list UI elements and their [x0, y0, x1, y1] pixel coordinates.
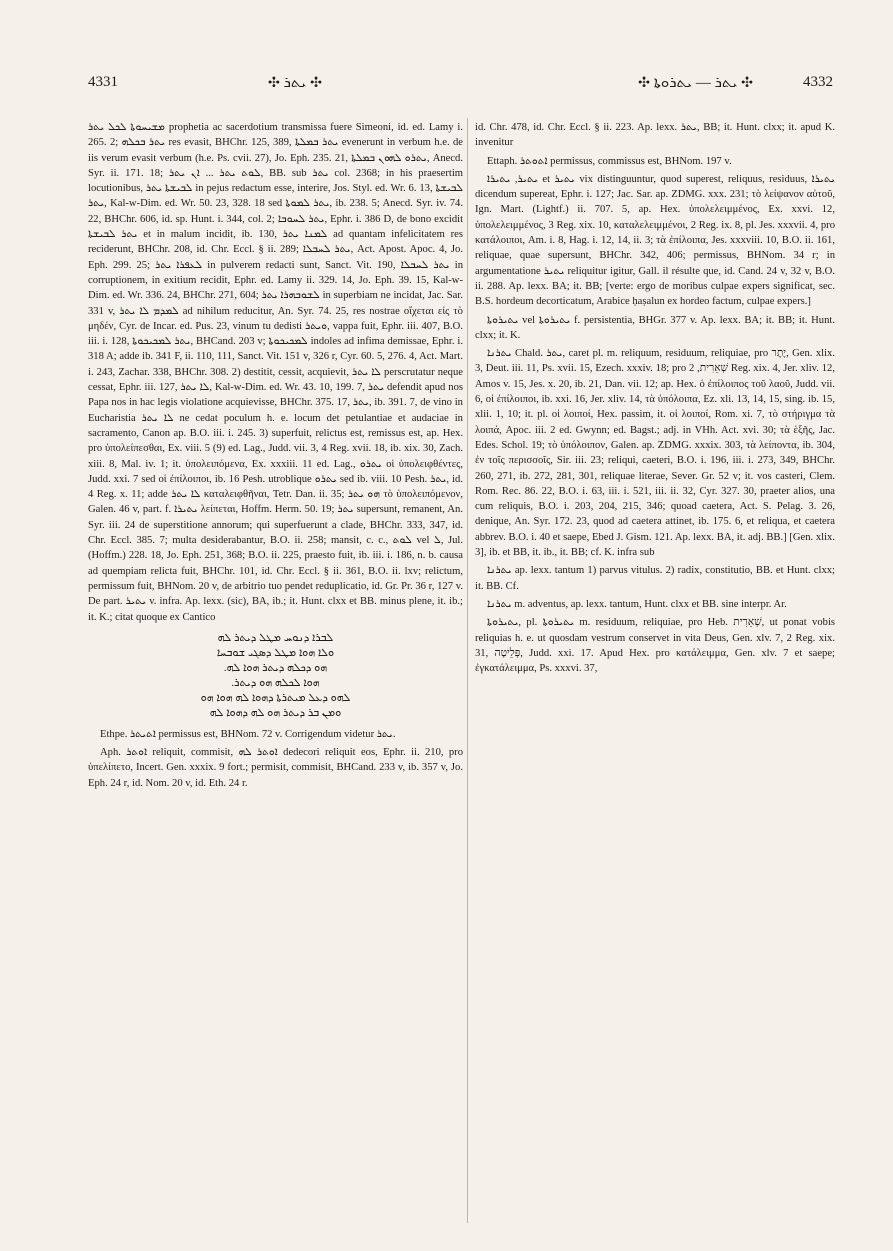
- verse-line: ܠܒܪܐ ܕܢܘܚ ܡܛܠ ܕܝܬܪ ܠܗ: [217, 631, 334, 644]
- entry-paragraph: ܝܬܪܢܐ m. adventus, ap. lexx. tantum, Hunt. clxx et BB. sine interpr. Ar.: [487, 598, 787, 610]
- entry-paragraph: ܝܬܝܪܘܬܐ vel ܝܬܝܪܘܬܐ f. persistentia, BHGr. 377 v. Ap. lexx. BA; it. BB; it. Hunt. clxx; it. K.: [475, 314, 835, 341]
- cited-verse: [88, 631, 463, 721]
- right-running-headword: ✣ ܝܬܪ — ܝܬܪܘܬܐ ✣: [638, 75, 753, 91]
- entry-paragraph: ܝܬܪܢܐ Chald. ܝܬܪ, caret pl. m. reliquum, residuum, reliquiae, pro יֶתֶר, Gen. xlix. 3, Deut. iii. 11, Ps. xvii. 15, Ezech. xxxiv. 18; pro שְׁאֵרִית, 2 Reg. xix. 4, Jer. xliv. 12, Amos v. 15, Jes. x. 20, ib. 21, Dan. vii. 12; ap. Hex. ὁ ἐπίλοιπος τοῦ λαοῦ, Judd. vii. 6, οἱ ἐπίλοιποι, ib. xxi. 16, Jer. xliv. 14, τὰ ὑπόλοιπα, Ez. xli. 13, 14, 15, sing. ib. 15, xlii. 1, 10; it. pl. οἱ λοιποί, Hex. passim, it. οἱ λοιποί, Rom. xi. 7, τὸ στήριγμα τὰ λοιπά, Apoc. iii. 2 ed. Gwynn; ed. Bagst.; adj. in VHh. Act. xvi. 30; τὰ ἑξῆς, Jac. Edes. Schol. 19; τὸ ὑπόλοιπον, Galen. ap. ZDMG. xxxix. 303, τὰ λείποντα, ib. 304, ἐν τοῖς περισσοῖς, Sir. iii. 23; reliqui, caeteri, B.O. i. 196, iii. i. 273, 349, BHChr. 260, 271, ib. 272, 281, 301, reliquae literae, Sever. Gr. 52 v; it. vos casteri, Clem. Rom. Rec. 86. 22, B.O. i. 63, iii. i. 521, iii. ii. 32, Cyr. 327. 30, praeter alios, una cum reliquis, B.O. i. 203, 204, 215, 346; quoad caetera, Act. S. Pelag. 3. 26, denique, An. Syr. 172. 23, quod ad caetera attinet, ib. 175. 6, et reliqua, et caetera abbrev. B.O. i. 40 et saepe, Ebed J. Gism. 121. Ap. lexx. BA, it. adj. BB.] [Gen. xlix. 3], ib. et BB, it. ib., it. BB; cf. K. infra sub: [475, 348, 835, 559]
- entry-paragraph: ܝܬܪܢܐ ap. lexx. tantum 1) parvus vitulus. 2) radix, constitutio, BB. et Hunt. clxx; it. BB. Cf.: [475, 565, 835, 592]
- entry-paragraph: ܝܬܝܪ, ܝܬܝܪܐ et ܝܬܝܪ vix distinguuntur, quod superest, reliquus, residuus, ܝܬܝܪܐ dicendum supereat, Ephr. i. 127; Jac. Sar. ap. ZDMG. xxx. 231; τὸ λείψανον αὐτοῦ, Ign. Mart. (Lightf.) ii. 707. 5, ap. Hex. ὑπολελειμμένος, Ex. xxvi. 12, ὑπολελειμμένος, 3 Reg. xix. 10, καταλελειμμένοι, 2 Reg. ix. 8, pl. Jes. xxxvii. 4, pro κατάλοιποι, Am. i. 8, Hag. i. 12, 14, ii. 3; τὰ ἐπίλοιπα, Jes. xxxviii. 10, B.O. ii. 161, reliquae, quae supersunt, BHChr. 342, 406; permissus, BHNom. 34 r; in argumentatione ܝܬܝܪ reliquitur igitur, Gall. il résulte que, id. Cand. 24 v, 32 v, B.O. ii. 288. Ap. lexx. BA; it. BB; [verte: ergo de moribus culpae expers significat, sec. B.S. hordeum decorticatum, Arabice ḥaṣalun ex hordeo factum, culpae expers.]: [475, 173, 835, 308]
- entry-paragraph: Ethpe. ܐܬܝܬܪ permissus est, BHNom. 72 v. Corrigendum videtur ܝܬܪ.: [100, 728, 396, 740]
- left-running-headword: ✣ ܝܬܪ ✣: [268, 75, 322, 91]
- entry-paragraph: ܡܫܝܚܘܬܐ ܠܟܠ ܝܬܪ prophetia ac sacerdotium transmissa fuere Simeoni, id. ed. Lamy i. 265. 2; ܝܬܪ ܒܟܠܗ res evasit, BHChr. 125, 389, ܝܬܪ ܒܡܠܬܐ evenerunt in verbum h.e. de iis verum evasit verbum (h.e. Ps. cvii. 27), Jo. Eph. 235. 21, ܝܬܪܘ ܠܗܘܢ ܒܡܠܬܐ, Anecd. Syr. ii. 171. 18; ܠܘܬ ܝܬܪ ... ܐܢ ܝܬܪ, BB. sub ܝܬܪ col. 2368; in his praesertim locutionibus, ܠܒܝܫܬܐ ܝܬܪ in pejus redactum esse, interire, Jos. Styl. ed. Wr. 6. 13, ܠܒܝܫܬܐ ܝܬܪ, Kal-w-Dim. ed. Wr. 50. 23, 328. 18 sed ܝܬܪ ܠܡܘܬܐ, ib. 238. 5; Anecd. Syr. iv. 74. 22, BHChr. 606, id. sp. Hunt. i. 344, col. 2; ܝܬܪ ܠܚܘܒܐ, Ephr. i. 386 D, de bono excidit ܝܬܪ ܠܒܝܫܬܐ et in malum incidit, ib. 130, ܠܡܢܐ ܝܬܪ ad quantam infelicitatem res reciderunt, BHChr. 208, id. Chr. Eccl. § ii. 289; ܝܬܪ ܠܚܒܠܐ, Act. Apost. Apoc. 4, Jo. Eph. 299. 25; ܠܥܦܪܐ ܝܬܪ in pulverem redacti sunt, Sanct. Vit. 190, ܝܬܪ ܠܚܒܠܐ in corruptionem, in exitium recidit, Ephr. ed. Lamy ii. 329. 14, Jo. Eph. 39. 15, Kal-w-Dim. ed. Wr. 336. 24, BHChr. 271, 604; ܠܫܘܒܗܪܐ ܝܬܪ in superbiam ne incidat, Jac. Sar. 331 v, ܠܡܕܡ ܠܐ ܝܬܪ ad nihilum reducitur, An. Syr. 74. 25, res nostrae οἴχεται εἰς τὸ μηδέν, Cyr. de Incar. ed. Pus. 23, vinum tu dedisti ܘܝܬܪ, vappa fuit, Ephr. iii. 407, B.O. iii. i. 128, ܝܬܪ ܠܡܟܝܟܘܬܐ, BHCand. 203 v; ܠܡܟܝܟܘܬܐ indoles ad infima demissae, Ephr. i. 318 A; adde ib. 341 F, ii. 110, 111, Sanct. Vit. 151 v, 326 r, Cyr. 60. 5, 276. 4, Act. Mart. i. 243, Zachar. 338, BHChr. 308. 2) destitit, cessit, acquievit, ܠܐ ܝܬܪ perscrutatur neque cessat, Ephr. iii. 127, ܠܐ ܝܬܪ, Kal-w-Dim. ed. Wr. 43. 10, 199. 7, ܝܬܪ defendit apud nos Papa nos in hac legis violatione acquievisse, BHChr. 375. 17, ܝܬܪ, ib. 391. 7, de vino in Eucharistia ܠܐ ܝܬܪ ne cedat poculum h. e. locum det petulantiae et audaciae in sacramento, Canon ap. B.O. iii. i. 245. 3) superfuit, relictus est, remissus est, ap. Hex. pro ὑπολείπεσθαι, Ex. viii. 5 (9) ed. Lag., Judd. vii. 3, 4 Reg. xvii. 18, ib. xix. 30, Zach. xiii. 8, Mal. iv. 1; it. ὑπολειπόμενα, Ex. xxxiii. 11 ed. Lag., ܝܬܪܘ οἱ ὑπολειφθέντες, Judd. xxi. 7 sed οἱ ἐπίλοιποι, ib. 16 Pesh. utroblique ܝܬܪܘ sed ib. viii. 10 Pesh. ܝܬܪ, id. 4 Reg. x. 11; adde ܠܐ ܝܬܪ καταλειφθῆναι, Tetr. Dan. ii. 35; ܗܘ ܝܬܪ τὸ ὑπολειπόμενον, Galen. 46 v, part. f. ܝܬܝܪܐ λείπεται, Hoffm. Herm. 50. 19; ܝܬܪ supersunt, remanent, An. Syr. iii. 24 de superstitione annorum; qui superfuerunt a clade, BHChr. 333, 347, id. Chr. Eccl. 385. 7; multa desiderabantur, B.O. ii. 258; mansit, c. c., ܠܘܬ vel ܠ, Jul. (Hoffm.) 228. 18, Jo. Eph. 251, 368; B.O. ii. 225, praesto fuit, ib. iii. i. 186, n. b. causa ad quempiam relicta fuit, BHChr. 101, id. Chr. Eccl. § ii. 361, B.O. ii. lxv; relictum, permissum fuit, BHNom. 20 v, de arbitrio tuo pendet reduplicatio, id. Gr. Pr. 36 r, 127 v. De part. ܝܬܝܪ v. infra. Ap. lexx. (sic), BA, ib.; it. Hunt. clxx et BB. minus plene, it. ib.; it. K.; citat quoque ex Cantico: [88, 122, 464, 623]
- entry-paragraph: ܝܬܝܪܘܬܐ, pl. ܝܬܝܪܘܬܐ m. residuum, reliquiae, pro Heb. שְׁאֵרִית, ut ponat vobis reliquias h. e. ut quosdam vestrum conservet in vita Deus, Gen. xlv. 7, 2 Reg. xix. 31, פְּלֵיטָה, Judd. xxi. 17. Apud Hex. pro κατάλειμμα, Gen. xlv. 7 et saepe; ἐγκατάλειμμα, Ps. xxxvi. 37,: [475, 617, 836, 675]
- right-column: [475, 120, 835, 679]
- column-divider: [467, 118, 468, 1223]
- verse-line: ܘܠܐ ܗܘܐ ܡܛܠ ܕܣܓܝ ܫܘܒܚܐ: [216, 646, 335, 659]
- verse-line: ܘܡܢ ܒܪ ܕܝܬܪ ܗܘ ܠܗ ܕܗܘܐ ܠܗ: [209, 706, 342, 719]
- entry-paragraph: id. Chr. 478, id. Chr. Eccl. § ii. 223. Ap. lexx. ܝܬܪ, BB; it. Hunt. clxx; it. apud K. invenitur: [475, 122, 835, 149]
- verse-line: ܗܘܐ ܠܟܠܗ ܗܘ ܕܝܬܪ.: [231, 676, 320, 689]
- left-column: [88, 120, 463, 794]
- verse-line: ܠܗܘ ܕܥܠ ܡܝܬܪܬܐ ܕܗܘܐ ܠܗ ܗܘܐ ܗܘ: [200, 691, 351, 704]
- entry-paragraph: Ettaph. ܐܬܘܬܪ permissus, commissus est, BHNom. 197 v.: [487, 155, 732, 167]
- verse-line: ܗܘ ܕܟܠܗ ܕܝܬܪ ܗܘܐ ܠܗ.: [223, 661, 328, 674]
- right-page-number: 4332: [803, 74, 833, 90]
- entry-paragraph: Aph. ܐܘܬܪ reliquit, commisit, ܐܘܬܪ ܠܗ dedecori reliquit eos, Ephr. ii. 210, pro ὑπελίπετο, Incert. Gen. xxxix. 9 fort.; permisit, commisit, BHCand. 233 v, ib. 357 v, Jo. Eph. 24 r, id. Nom. 20 v, id. Eth. 24 r.: [88, 747, 464, 789]
- running-header: [88, 74, 833, 96]
- left-page-number: 4331: [88, 74, 118, 90]
